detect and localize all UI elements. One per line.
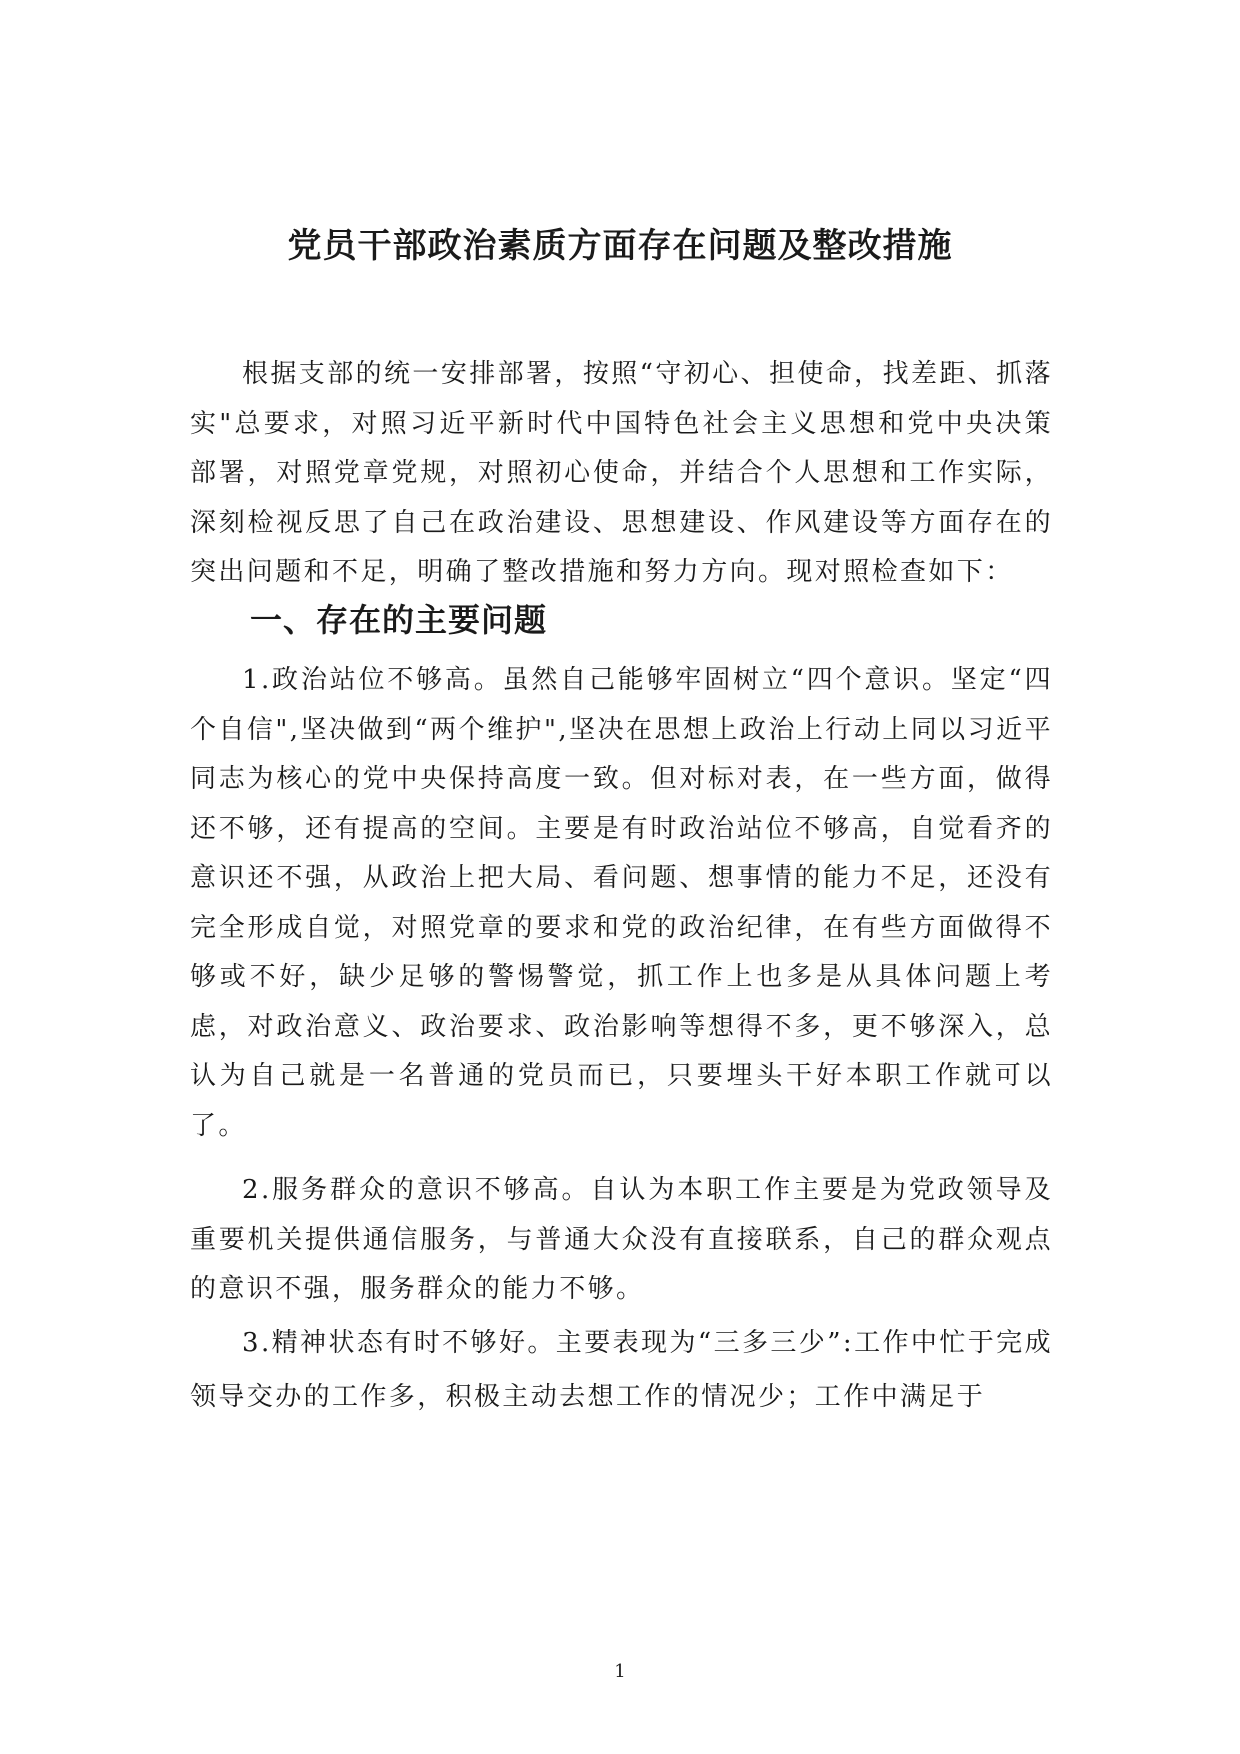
section-heading: 一、存在的主要问题 [250, 601, 548, 639]
paragraph-item-3: 3.精神状态有时不够好。主要表现为“三多三少”:工作中忙于完成领导交办的工作多，积极主动去想工作的情况少；工作中满足于 [190, 1328, 1053, 1412]
paragraph-item-2: 2.服务群众的意识不够高。自认为本职工作主要是为党政领导及重要机关提供通信服务，与普通大众没有直接联系，自己的群众观点的意识不强，服务群众的能力不够。 [190, 1175, 1053, 1304]
document-title: 党员干部政治素质方面存在问题及整改措施 [287, 226, 953, 266]
paragraph-item-1: 1.政治站位不够高。虽然自己能够牢固树立“四个意识。坚定“四个自信",坚决做到“两个维护",坚决在思想上政治上行动上同以习近平同志为核心的党中央保持高度一致。但对标对表，在一些方面，做得还不够，还有提高的空间。主要是有时政治站位不够高，自觉看齐的意识还不强，从政治上把大局、看问题、想事情的能力不足，还没有完全形成自觉，对照党章的要求和党的政治纪律，在有些方面做得不够或不好，缺少足够的警惕警觉，抓工作上也多是从具体问题上考虑，对政治意义、政治要求、政治影响等想得不多，更不够深入，总认为自己就是一名普通的党员而已，只要埋头干好本职工作就可以了。 [190, 665, 1053, 1141]
intro-paragraph: 根据支部的统一安排部署，按照“守初心、担使命，找差距、抓落实"总要求，对照习近平新时代中国特色社会主义思想和党中央决策部署，对照党章党规，对照初心使命，并结合个人思想和工作实际，深刻检视反思了自己在政治建设、思想建设、作风建设等方面存在的突出问题和不足，明确了整改措施和努力方向。现对照检查如下： [190, 359, 1053, 587]
page-number: 1 [614, 1661, 626, 1682]
